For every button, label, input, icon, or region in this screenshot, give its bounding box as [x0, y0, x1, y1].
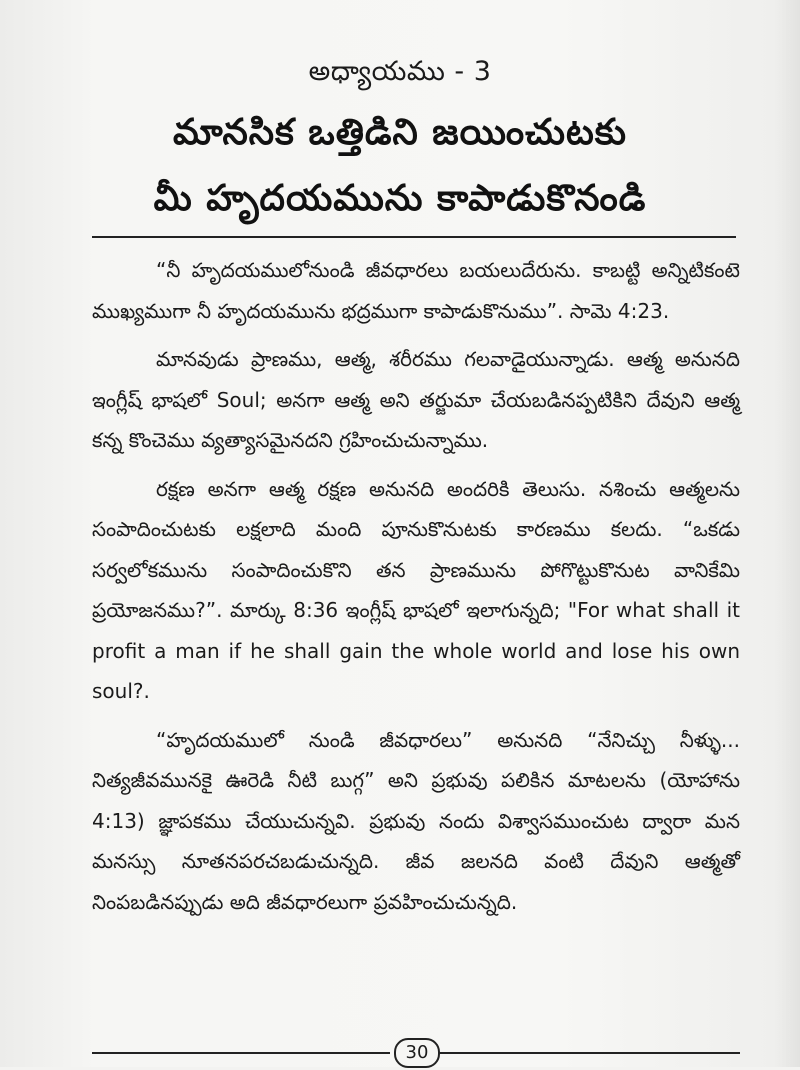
paragraph-3: రక్షణ అనగా ఆత్మ రక్షణ అనునది అందరికి తెలుసు. నశించు ఆత్మలను సంపాదించుటకు లక్షలాది మంది పూనుకొనుటకు కారణము కలదు. “ఒకడు సర్వలోకమును సంపాదించుకొని తన ప్రాణమును పోగొట్టుకొనుట వానికేమి ప్రయోజనము?”. మార్కు 8:36 ఇంగ్లీష్ భాషలో ఇలాగున్నది; "For what shall it profit a man if he shall gain the whole world and lose his own soul?. [92, 476, 740, 703]
footer-rule-left [92, 1052, 390, 1054]
body-text [92, 250, 740, 930]
page-footer [92, 1040, 740, 1070]
paragraph-4: “హృదయములో నుండి జీవధారలు” అనునది “నేనిచ్చు నీళ్ళు... నిత్యజీవమునకై ఊరెడి నీటి బుగ్గ” అని ప్రభువు పలికిన మాటలను (యోహాను 4:13) జ్ఞాపకము చేయుచున్నవి. ప్రభువు నందు విశ్వాసముంచుట ద్వారా మన మనస్సు నూతనపరచబడుచున్నది. జీవ జలనది వంటి దేవుని ఆత్మతో నింపబడినప్పుడు అది జీవధారలుగా ప్రవహించుచున్నది. [92, 727, 740, 914]
chapter-label: అధ్యాయము - 3 [308, 56, 492, 87]
paragraph-1: “నీ హృదయములోనుండి జీవధారలు బయలుదేరును. కాబట్టి అన్నిటికంటె ముఖ్యముగా నీ హృదయమును భద్రముగా కాపాడుకొనుము”. సామె 4:23. [92, 258, 740, 323]
footer-rule-right [440, 1052, 740, 1054]
header-divider [92, 236, 736, 238]
chapter-title-line-1: మానసిక ఒత్తిడిని జయించుటకు [172, 112, 628, 153]
page-number: 30 [394, 1038, 440, 1068]
chapter-title-line-2: మీ హృదయమును కాపాడుకొనండి [153, 178, 647, 219]
paragraph-2: మానవుడు ప్రాణము, ఆత్మ, శరీరము గలవాడైయున్నాడు. ఆత్మ అనునది ఇంగ్లీష్ భాషలో Soul; అనగా ఆత్మ అని తర్జుమా చేయబడినప్పటికిని దేవుని ఆత్మ కన్న కొంచెము వ్యత్యాసమైనదని గ్రహించుచున్నాము. [92, 347, 740, 452]
